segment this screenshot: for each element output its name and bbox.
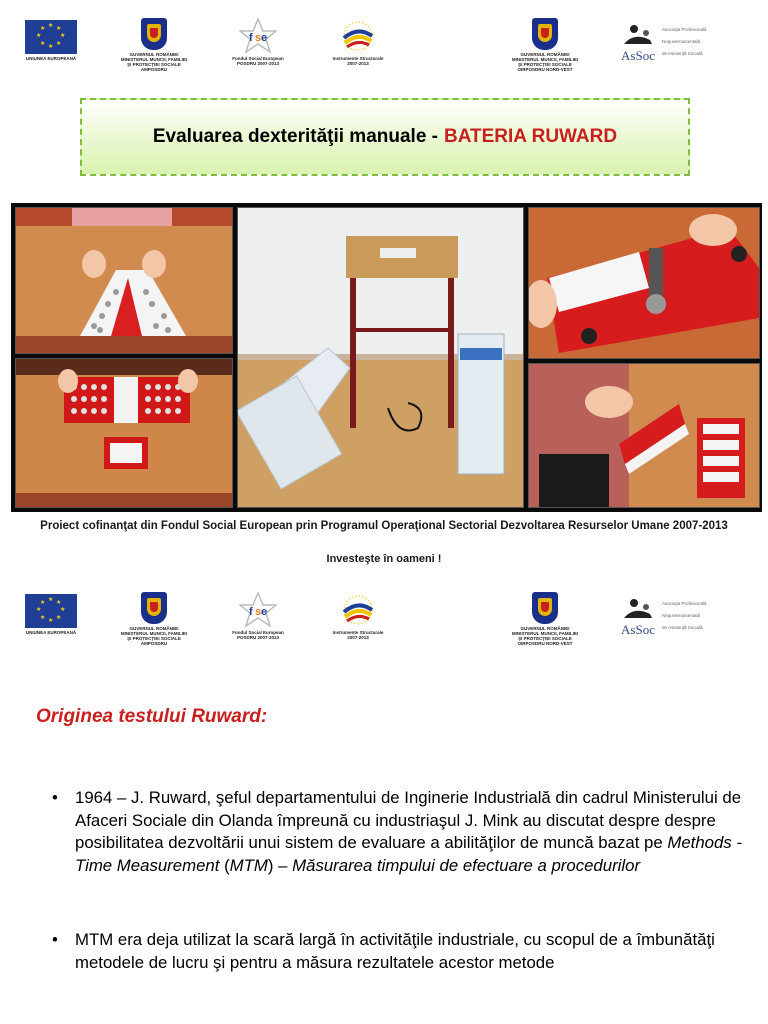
svg-text:e: e — [261, 606, 268, 618]
eu-caption: UNIUNEA EUROPEANĂ — [25, 56, 77, 61]
fse-logo — [228, 592, 288, 640]
bullet-1-mtm-abbr: MTM — [229, 855, 268, 875]
gov-left-logo — [118, 592, 190, 646]
list-item — [52, 787, 742, 877]
title-main: Evaluarea dexterităţii manuale - — [152, 126, 438, 147]
title-box — [80, 98, 690, 176]
bullet-dot-icon: • — [52, 930, 58, 950]
is-caption: Instrumente Structurale 2007-2013 — [332, 56, 384, 66]
assoc-line-1: Asociaţia Profesională — [662, 27, 707, 32]
assoc-line-2: Neguvernamentală — [662, 613, 701, 618]
bullet-1-paren-close: ) – — [267, 855, 293, 875]
svg-text:e: e — [261, 32, 268, 44]
is-logo — [326, 592, 390, 640]
gov-right-logo — [509, 18, 581, 72]
gov-left-caption: GUVERNUL ROMÂNIEI MINISTERUL MUNCII, FAMILIEI ŞI PROTECŢIEI SOCIALE AMPOSDRU — [120, 52, 188, 72]
title-highlight: BATERIA RUWARD — [444, 126, 618, 147]
assoc-name: AsSoc — [621, 622, 655, 637]
structural-instruments-icon — [338, 18, 378, 54]
romania-crest-icon — [141, 592, 167, 624]
assoc-logo-icon — [620, 24, 656, 46]
gov-right-caption: GUVERNUL ROMÂNIEI MINISTERUL MUNCII, FAMILIEI ŞI PROTECŢIEI SOCIALE OIRPOSDRU NORD-VEST — [511, 52, 579, 72]
bullet-1-paren-open: ( — [219, 855, 230, 875]
section-heading: Originea testului Ruward: — [36, 706, 268, 727]
photo-peg-board — [528, 363, 760, 508]
assoc-line-3: de Asistenţă Socială — [662, 51, 703, 56]
svg-text:s: s — [255, 32, 262, 44]
assoc-name: AsSoc — [621, 48, 655, 63]
photo-collage — [11, 203, 762, 512]
fse-caption: Fondul Social European POSDRU 2007-2013 — [232, 630, 284, 640]
fse-logo — [228, 18, 288, 66]
gov-left-caption: GUVERNUL ROMÂNIEI MINISTERUL MUNCII, FAMILIEI ŞI PROTECŢIEI SOCIALE AMPOSDRU — [120, 626, 188, 646]
structural-instruments-icon — [338, 592, 378, 628]
bullet-1-translation: Măsurarea timpului de efectuare a procedurilor — [292, 855, 641, 875]
eu-flag-icon: ★ ★ ★ ★ ★ ★ ★ ★ — [25, 594, 77, 628]
project-caption: Proiect cofinanţat din Fondul Social European prin Programul Operaţional Sectorial Dezvoltarea Resurselor Umane 2007-2013 — [40, 520, 728, 532]
eu-flag-icon: ★ ★ ★ ★ ★ ★ ★ ★ — [25, 20, 77, 54]
fse-caption: Fondul Social European POSDRU 2007-2013 — [232, 56, 284, 66]
bullet-2-text: MTM era deja utilizat la scară largă în activităţile industriale, cu scopul de a îmbunătăţi metodele de lucru şi pentru a măsura rezultatele acestor metode — [75, 930, 715, 972]
svg-text:s: s — [255, 606, 262, 618]
fse-star-icon — [239, 18, 277, 54]
svg-text:f: f — [249, 606, 253, 618]
eu-logo — [25, 594, 77, 635]
assoc-logo — [620, 598, 707, 638]
assoc-line-3: de Asistenţă Socială — [662, 625, 703, 630]
romania-crest-icon — [141, 18, 167, 50]
bullet-list — [52, 787, 742, 975]
eu-logo — [25, 20, 77, 61]
gov-left-logo — [118, 18, 190, 72]
eu-caption: UNIUNEA EUROPEANĂ — [25, 630, 77, 635]
romania-crest-icon — [532, 18, 558, 50]
fse-star-icon — [239, 592, 277, 628]
assoc-logo — [620, 24, 707, 64]
photo-tray — [15, 358, 233, 508]
romania-crest-icon — [532, 592, 558, 624]
is-caption: Instrumente Structurale 2007-2013 — [332, 630, 384, 640]
logo-row-bottom — [0, 590, 768, 660]
photo-equipment — [237, 207, 524, 508]
assoc-line-2: Neguvernamentală — [662, 39, 701, 44]
logo-row-top — [0, 16, 768, 86]
assoc-logo-icon — [620, 598, 656, 620]
is-logo — [326, 18, 390, 66]
gov-right-caption: GUVERNUL ROMÂNIEI MINISTERUL MUNCII, FAMILIEI ŞI PROTECŢIEI SOCIALE OIRPOSDRU NORD-VEST — [511, 626, 579, 646]
photo-pin-board — [15, 207, 233, 354]
gov-right-logo — [509, 592, 581, 646]
photo-pen-plate — [528, 207, 760, 359]
bullet-1-mtm-term: Methods - Time Measurement — [75, 833, 742, 875]
assoc-line-1: Asociaţia Profesională — [662, 601, 707, 606]
bullet-dot-icon: • — [52, 788, 58, 807]
list-item — [52, 929, 742, 974]
bullet-1-text: 1964 – J. Ruward, şeful departamentului de Inginerie Industrială din cadrul Ministerului de Afaceri Sociale din Olanda împreună cu industriaşul J. Mink au discutat despre despre posibilitatea dezvoltării unui sistem de evaluare a abilităţilor de muncă bazat pe — [75, 788, 742, 853]
svg-text:f: f — [249, 32, 253, 44]
tagline: Investeşte în oameni ! — [326, 553, 442, 565]
